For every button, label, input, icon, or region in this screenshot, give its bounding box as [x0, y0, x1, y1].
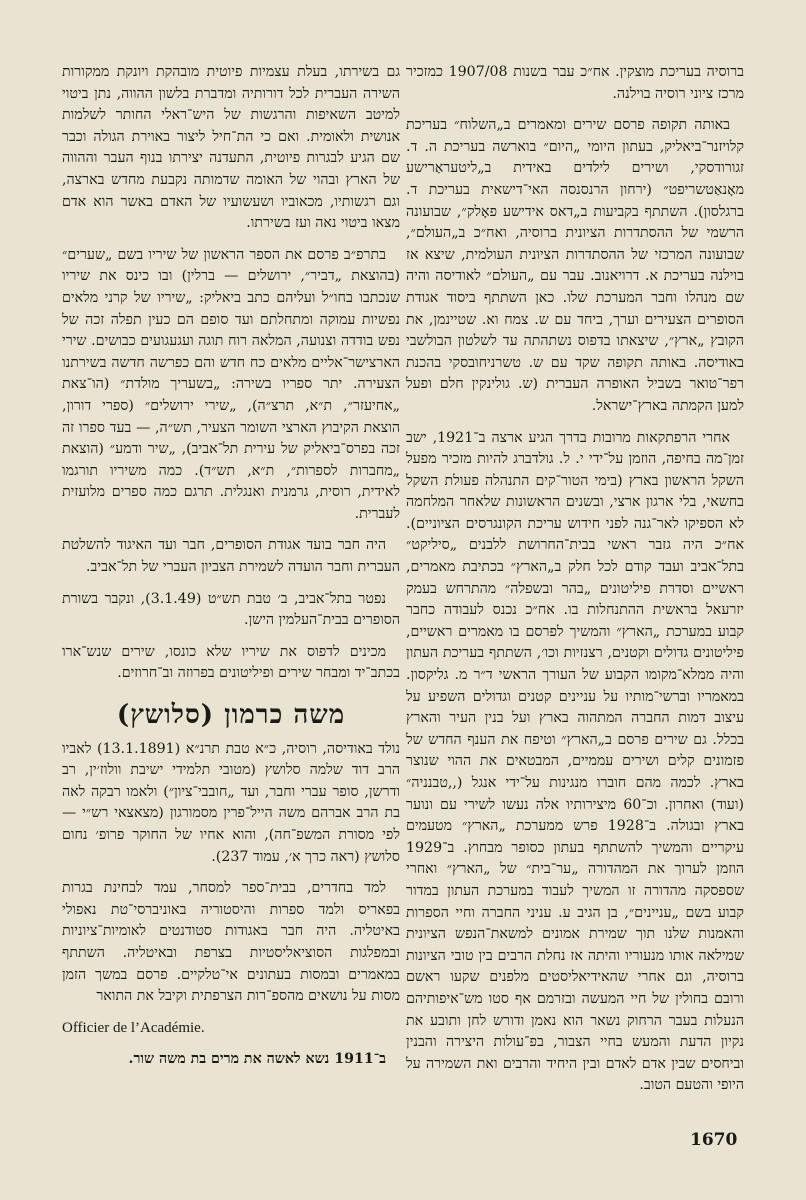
left-column — [62, 62, 400, 1081]
paragraph: אחרי הרפתקאות מרובות בדרך הגיע ארצה ב־1921, ישב זמן־מה בחיפה, הוזמן על־ידי י. ל. גולדברג להיות מזכיר מפעל השקל הראשון בארץ (בימי הטור־קים התנהלה פעולת השקל בחשאי, בלי ארגון ארצי, ובשנים הראשונות שלאחר המלחמה לא הספיקו לאר־גנה לפני חידוש עריכת הקונגרסים הציוניים). אח״כ היה גזבר ראשי בבית־החרושת ללבנים „סיליקט״ בתל־אביב ועבד קודם לכל חלק ב„הארץ״ בכתיבת מאמרים, ראשיים וסדרת פיליטונים „בהר ובשפלה״ מהתרחש בעמק יזרעאל בראשית ההתנחלות בו. אח״כ נכנס לעבודה כחבר קבוע במערכת „הארץ״ והמשיך לפרסם בו מאמרים ראשיים, פיליטונים גדולים וקטנים, רצנזיות וכו׳, השתתף בעריכת העתון והיה ממלא־מקומו הקבוע של העורך הראשי ד״ר מ. גליקסון. במאמריו וברשי־מותיו על עניינים קטנים וגדולים השפיע על עיצוב דמות החברה המתהוה בארץ ועל בנין העיר והארץ בכלל. גם שירים פרסם ב„הארץ״ וטיפח את הענף החדש של פזמונים קלים ושירים עממיים, המבטאים את ההוי שנוצר בארץ. לכמה מהם חוברו מנגינות על־ידי אנגל (,,טבנניה״ (ועוד) ואחרון. וכ־60 מיצירותיו אלה נעשו לשירי עם ונוער בארץ ובגולה. ב־1928 פרש ממערכת „הארץ״ מטעמים עיקריים והמשיך להשתתף בעתון כסופר מבחוץ. ב־1929 הוזמן לערוך את המהדורה „ער־בית״ של „הארץ״ ואחרי שספסקה מהדורה זו המשיך לעבוד במערכת העתון במדור קבוע בשם „עניינים״, בן הגיב ע. עניני החברה וחיי הספרות והאמנות שלנו תוך שמירת אמונים למשאת־הנפש הציונית שמילאה אותו מנעוריו והיתה אז נחלת הרבים בין טובי הציונות ברוסיה, וגם אחרי שהאידיאליסטים מלפנים שקעו ראשם ורובם בחולין של חיי המעשה ובזרמם אף סטו מש־איפותיהם הנעלות בעבר הרחוק נשאר הוא נאמן ודורש לחן ותובע את נקיון הדעת והמעש בחיי הצבור, בפ־עולות היצירה והבנין וביחסים שבין אדם לאדם ובין היחיד והרבים ואת השמירה על היופי והטעם הטוב. — [406, 429, 744, 1094]
latin-title: Officier de l’Académie. — [62, 1019, 205, 1036]
paragraph: למד בחדרים, בבית־ספר למסחר, עמד לבחינת בגרות בפאריס ולמד ספרות והיסטוריה באוניברסי־טת נאפולי באיטליה. היה חבר באגודות סטודנטים לאומיות־ציוניות ובמפלגות הסוציאליסטיות בצרפת ובאיטליה. השתתף במאמרים ובמסות בעתונים אי־טלקיים. פרסם במשך הזמן מסות על נושאים מהספ־רות הצרפתית וקיבל את התואר — [62, 880, 400, 1005]
page-number: 1670 — [690, 1130, 738, 1150]
paragraph: באותה תקופה פרסם שירים ומאמרים ב„השלוח״ בעריכת קלויזנר־ביאליק, בעתון היומי „היום״ בוארשה בעריכת ה. ד. זגורודסקי, ושירים לילדים באידית ב„ליטעראַרישע מאָנאַטשריפט״ (ירחון הרנסנסה האי־דישאית בעריכת ד. ברגלסון). השתתף בקביעות ב„דאס אידישע פאָלק״, שבועונה הרשמי של ההסתדרות הציונית ברוסיה, ואח״כ ב„העולם״, שבועונה המרכזי של ההסתדרות הציונית העולמית, שיצא אז בוילנה בעריכת א. דרויאנוב. עבר עם „העולם״ לאודיסה והיה שם מנהלו וחבר המערכת שלו. כאן השתתף ביסוד אגודת הסופרים הצעירים וערך, ביחד עם ש. צמח וא. שטיינמן, את הקובץ „ארץ״, שיצאתו בדפוס נשתהתה עד לשלטון הבולשבי באודיסה. באותה תקופה שקד עם ש. טשרניחובסקי בהכנת רפר־טואר בשביל האופרה העברית (ש. גולינקין חלם ופעל למען הקמתה בארץ־ישראל. — [406, 117, 744, 414]
entry-title: משה כרמון (סלושץ) — [116, 700, 346, 731]
paragraph: נפטר בתל־אביב, ב׳ טבת תש״ט (3.1.49), ונקבר בשורת הסופרים בבית־העלמין הישן. — [62, 590, 400, 629]
paragraph: ב־1911 נשא לאשה את מרים בת משה שור. — [128, 1051, 386, 1068]
right-column — [406, 62, 744, 1107]
paragraph: בתרפ״ב פרסם את הספר הראשון של שיריו בשם „שערים״ (בהוצאת „דביר״, ירושלים — ברלין) ובו כינס את שיריו שנכתבו בחו״ל ועליהם כתב ביאליק: „שיריו של קרני מלאים נפשיות עמוקה ומתחלתם ועד סופם הם כעין תפלה זכה של נפש בודדה וצנועה, המלאה רוח תוגה ועגעגועים כבושים. שירי הארצישר־אליים מלאים כח חדש והם כפרשה חדשה בשירתנו הצעירה. יתר ספריו בשירה: „בשעריך מולדת״ (הו־צאת „אחיעזר״, ת״א, תרצ״ה), „שירי ירושלים״ (ספרי דורון, הוצאת הקיבוץ הארצי השומר הצעיר, תש״ה, — בעד ספרו זה זכה בפרס־ביאליק של עירית תל־אביב), „שיר ודמע״ (הוצאת „מחברות לספרות״, ת״א, תש״ד). כמה משיריו תורגמו לאידית, רוסית, גרמנית ואנגלית. תרגם כמה ספרים מלועזית לעברית. — [62, 246, 400, 522]
paragraph: נולד באודיסה, רוסיה, כ״א טבת תרנ״א (13.1.1891) לאביו הרב דוד שלמה סלושץ (מטובי תלמידי ישיבת וולוז׳ין, רב ודרשן, סופר עברי וחבר, ועד „חובבי־ציון״) ולאמו רבקה לאה בת הרב אברהם משה הייל־פרין מסמורגון (מצאצאי רש״י — לפי מסורת המשפ־חה), והוא אחיו של החוקר פרופ׳ נחום סלושץ (ראה כרך א׳, עמוד 237). — [62, 740, 400, 865]
paragraph: ברוסיה בעריכת מוצקין. אח״כ עבר בשנות 1907/08 כמזכיר מרכז ציוני רוסיה בוילנה. — [406, 64, 744, 102]
paragraph: מכינים לדפוס את שיריו שלא כונסו, שירים שנש־ארו בכתב־יד ומבחר שירים ופיליטונים בפרוזה וב־חרוזים. — [62, 643, 400, 682]
paragraph: גם בשירתו, בעלת עצמיות פיוטית מובהקת ויונקת ממקורות השירה העברית לכל דורותיה ומדברת בלשון ההווה, נתן ביטוי למיטב השאיפות והרגשות של היש־ראלי החותר לשלמות אנושית ולאומית. ואם כי הת־חיל ליצור באוירת הגולה וכבר שם הגיע לבגרות פיוטית, התעדנה יצירתו בנוף העבר וההווה של הארץ ובהוי של האומה שדמותה נקבעת מחדש בארצה, וגם רגשותיו, מכאוביו ושעשועיו של האדם באשר הוא אדם מצאו ביטוי נאה ועז בשירתו. — [62, 64, 400, 232]
paragraph: היה חבר בועד אגודת הסופרים, חבר ועד האיגוד להשלטת העברית וחבר הועדה לשמירת הצביון העברי של תל־אביב. — [62, 537, 400, 576]
